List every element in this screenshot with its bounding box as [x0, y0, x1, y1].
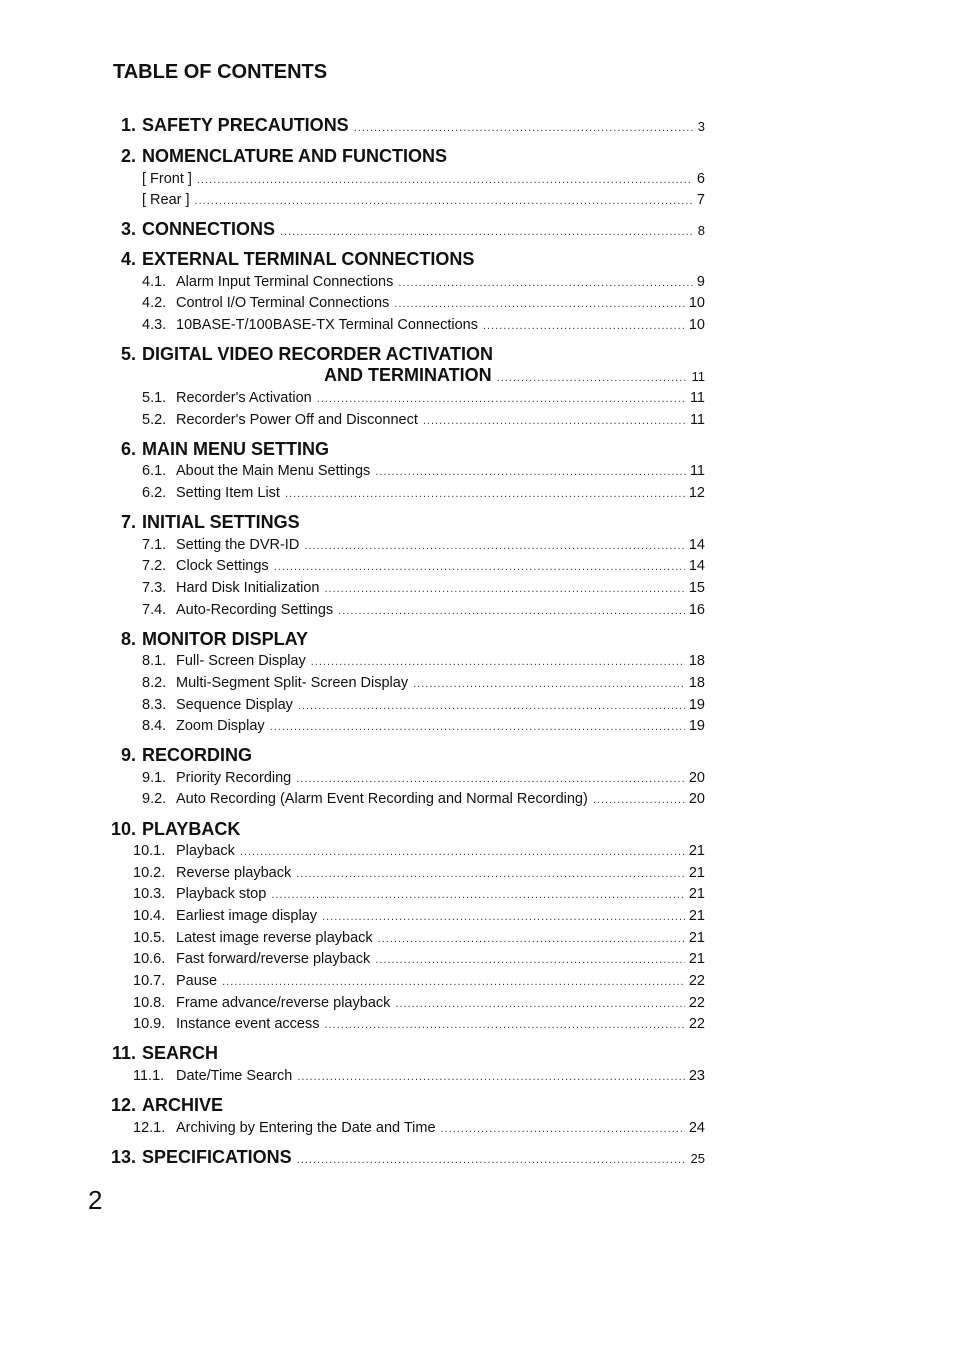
- page-ref: 10: [688, 317, 705, 333]
- page-ref: 10: [688, 295, 705, 311]
- page-ref: 21: [688, 865, 705, 881]
- toc-entry-4-2[interactable]: [142, 294, 705, 312]
- dot-leader: [593, 791, 685, 809]
- subsection-title: Playback stop: [176, 886, 267, 902]
- page-ref: 21: [688, 951, 705, 967]
- subsection-number: 10.5.: [133, 930, 166, 946]
- subsection-number: 12.1.: [133, 1120, 166, 1136]
- toc-entry-4-1[interactable]: [142, 273, 705, 291]
- subsection-title: Playback: [176, 843, 235, 859]
- page-ref: 18: [688, 653, 705, 669]
- dot-leader: [354, 117, 694, 139]
- page-ref: 7: [696, 192, 705, 208]
- subsection-number: 8.3.: [142, 697, 167, 713]
- section-title: SPECIFICATIONS: [142, 1147, 292, 1167]
- page-ref: 19: [688, 718, 705, 734]
- section-title-continuation: AND TERMINATION: [324, 365, 492, 385]
- subsection-number: 7.4.: [142, 602, 167, 618]
- subsection-title: Latest image reverse playback: [176, 930, 373, 946]
- toc-entry-7-1[interactable]: [142, 536, 705, 554]
- page-ref: 8: [697, 223, 705, 238]
- dot-leader: [197, 171, 693, 189]
- subsection-number: 4.3.: [142, 317, 167, 333]
- dot-leader: [497, 367, 688, 389]
- dot-leader: [375, 951, 685, 969]
- page-ref: 6: [696, 171, 705, 187]
- subsection-number: 10.7.: [133, 973, 166, 989]
- subsection-title: Multi-Segment Split- Screen Display: [176, 675, 409, 691]
- subsection-title: Recorder's Activation: [176, 390, 312, 406]
- subsection-title: Sequence Display: [176, 697, 293, 713]
- section-number: 2.: [120, 146, 136, 166]
- dot-leader: [280, 221, 694, 243]
- subsection-title: About the Main Menu Settings: [176, 463, 371, 479]
- page-ref: 9: [696, 274, 705, 290]
- section-number: 3.: [120, 219, 136, 239]
- subsection-title: Setting Item List: [176, 485, 280, 501]
- subsection-title: Pause: [176, 973, 218, 989]
- toc-entry-nomenclature[interactable]: [106, 145, 705, 167]
- dot-leader: [398, 274, 693, 292]
- toc-entry-specifications[interactable]: [96, 1146, 705, 1168]
- page-title: TABLE OF CONTENTS: [113, 61, 328, 83]
- dot-leader: [274, 558, 685, 576]
- toc-entry-monitor-display[interactable]: [106, 628, 705, 650]
- dot-leader: [441, 1120, 685, 1138]
- toc-entry-10-6[interactable]: [133, 950, 705, 968]
- toc-entry-9-1[interactable]: [142, 769, 705, 787]
- toc-entry-safety-precautions[interactable]: [106, 114, 705, 136]
- dot-leader: [378, 930, 685, 948]
- subsection-number: 4.1.: [142, 274, 167, 290]
- toc-entry-initial-settings[interactable]: [106, 511, 705, 533]
- toc-entry-main-menu[interactable]: [106, 438, 705, 460]
- page-ref: 11: [689, 412, 705, 428]
- dot-leader: [311, 653, 685, 671]
- dot-leader: [324, 1016, 684, 1034]
- page-ref: 19: [688, 697, 705, 713]
- subsection-title: Fast forward/reverse playback: [176, 951, 371, 967]
- subsection-number: 6.2.: [142, 485, 167, 501]
- section-number: 7.: [120, 512, 136, 532]
- section-number: 11.: [111, 1043, 136, 1063]
- toc-entry-connections[interactable]: [106, 218, 705, 240]
- toc-entry-6-1[interactable]: [142, 462, 705, 480]
- toc-entry-7-4[interactable]: [142, 601, 705, 619]
- toc-entry-7-2[interactable]: [142, 557, 705, 575]
- subsection-title: Earliest image display: [176, 908, 318, 924]
- section-number: 12.: [110, 1095, 136, 1115]
- subsection-number: 10.3.: [133, 886, 166, 902]
- subsection-title: Control I/O Terminal Connections: [176, 295, 390, 311]
- toc-entry-rear[interactable]: [142, 191, 705, 209]
- subsection-number: 8.2.: [142, 675, 167, 691]
- section-title: MONITOR DISPLAY: [142, 629, 309, 649]
- section-title: SAFETY PRECAUTIONS: [142, 115, 349, 135]
- toc-entry-8-1[interactable]: [142, 652, 705, 670]
- dot-leader: [413, 675, 685, 693]
- subsection-title: Zoom Display: [176, 718, 265, 734]
- dot-leader: [297, 1068, 685, 1086]
- section-number: 9.: [120, 745, 136, 765]
- page-ref: 22: [688, 973, 705, 989]
- dot-leader: [324, 580, 684, 598]
- toc-entry-8-4[interactable]: [142, 717, 705, 735]
- subsection-title: Archiving by Entering the Date and Time: [176, 1120, 436, 1136]
- subsection-title: Clock Settings: [176, 558, 269, 574]
- page-ref: 12: [688, 485, 705, 501]
- dot-leader: [375, 463, 686, 481]
- page-ref: 22: [688, 1016, 705, 1032]
- subsection-title: Frame advance/reverse playback: [176, 995, 391, 1011]
- toc-entry-5-1[interactable]: [142, 389, 705, 407]
- page-ref: 21: [688, 908, 705, 924]
- toc-entry-8-3[interactable]: [142, 696, 705, 714]
- subsection-title: Priority Recording: [176, 770, 292, 786]
- section-title: EXTERNAL TERMINAL CONNECTIONS: [142, 249, 475, 269]
- toc-entry-9-2[interactable]: [142, 790, 705, 808]
- toc-entry-10-1[interactable]: [133, 842, 705, 860]
- section-title: SEARCH: [142, 1043, 219, 1063]
- page-ref: 22: [688, 995, 705, 1011]
- section-number: 4.: [120, 249, 136, 269]
- toc-entry-dvr-activation[interactable]: [106, 343, 705, 365]
- section-number: 13.: [110, 1147, 136, 1167]
- section-number: 8.: [120, 629, 136, 649]
- subsection-title: [ Front ]: [142, 171, 192, 187]
- subsection-number: 5.2.: [142, 412, 167, 428]
- toc-entry-10-3[interactable]: [133, 885, 705, 903]
- toc-entry-10-2[interactable]: [133, 864, 705, 882]
- dot-leader: [297, 1149, 687, 1171]
- page-ref: 3: [697, 119, 705, 134]
- toc-entry-5-2[interactable]: [142, 411, 705, 429]
- subsection-number: 9.2.: [142, 791, 167, 807]
- page-ref: 20: [688, 791, 705, 807]
- toc-entry-8-2[interactable]: [142, 674, 705, 692]
- toc-entry-10-9[interactable]: [133, 1015, 705, 1033]
- subsection-title: Auto-Recording Settings: [176, 602, 334, 618]
- section-title: PLAYBACK: [142, 819, 241, 839]
- section-number: 10.: [110, 819, 136, 839]
- toc-entry-10-5[interactable]: [133, 929, 705, 947]
- page-ref: 11: [689, 463, 705, 479]
- page-ref: 11: [689, 390, 705, 406]
- page-ref: 21: [688, 843, 705, 859]
- toc-entry-6-2[interactable]: [142, 484, 705, 502]
- dot-leader: [395, 995, 684, 1013]
- section-title: CONNECTIONS: [142, 219, 276, 239]
- section-number: 5.: [120, 344, 136, 364]
- dot-leader: [298, 697, 685, 715]
- page-ref: 23: [688, 1068, 705, 1084]
- toc-entry-playback[interactable]: [96, 818, 705, 840]
- toc-entry-10-7[interactable]: [133, 972, 705, 990]
- page-ref: 16: [688, 602, 705, 618]
- toc-entry-recording[interactable]: [106, 744, 705, 766]
- subsection-number: 10.8.: [133, 995, 166, 1011]
- dot-leader: [296, 865, 685, 883]
- subsection-number: 8.4.: [142, 718, 167, 734]
- page-ref: 18: [688, 675, 705, 691]
- section-title: RECORDING: [142, 745, 253, 765]
- subsection-title: Instance event access: [176, 1016, 320, 1032]
- subsection-number: 10.2.: [133, 865, 166, 881]
- dot-leader: [270, 718, 685, 736]
- subsection-number: 8.1.: [142, 653, 167, 669]
- toc-entry-search[interactable]: [96, 1042, 705, 1064]
- subsection-number: 9.1.: [142, 770, 167, 786]
- toc-entry-4-3[interactable]: [142, 316, 705, 334]
- section-number: 1.: [120, 115, 136, 135]
- dot-leader: [240, 843, 685, 861]
- subsection-title: Full- Screen Display: [176, 653, 306, 669]
- toc-entry-10-4[interactable]: [133, 907, 705, 925]
- section-title: ARCHIVE: [142, 1095, 224, 1115]
- section-title: NOMENCLATURE AND FUNCTIONS: [142, 146, 447, 166]
- dot-leader: [296, 770, 685, 788]
- page-number: 2: [88, 1185, 103, 1215]
- dot-leader: [483, 317, 685, 335]
- subsection-title: Auto Recording (Alarm Event Recording and Normal Recording): [176, 791, 588, 807]
- subsection-number: 10.9.: [133, 1016, 166, 1032]
- section-number: 6.: [120, 439, 136, 459]
- subsection-number: 7.1.: [142, 537, 167, 553]
- subsection-title: Hard Disk Initialization: [176, 580, 320, 596]
- page-ref: 14: [688, 558, 705, 574]
- page-ref: 14: [688, 537, 705, 553]
- page-ref: 20: [688, 770, 705, 786]
- subsection-number: 10.4.: [133, 908, 166, 924]
- toc-entry-external-terminal[interactable]: [106, 248, 705, 270]
- subsection-number: 6.1.: [142, 463, 167, 479]
- section-title: DIGITAL VIDEO RECORDER ACTIVATION: [142, 344, 494, 364]
- subsection-number: 10.1.: [133, 843, 166, 859]
- page-ref: 24: [688, 1120, 705, 1136]
- subsection-number: 5.1.: [142, 390, 167, 406]
- toc-entry-12-1[interactable]: [133, 1119, 705, 1137]
- subsection-title: 10BASE-T/100BASE-TX Terminal Connections: [176, 317, 478, 333]
- subsection-title: Reverse playback: [176, 865, 292, 881]
- page-ref: 21: [688, 930, 705, 946]
- page-ref: 15: [688, 580, 705, 596]
- page-ref: 25: [690, 1151, 705, 1166]
- dot-leader: [222, 973, 685, 991]
- dot-leader: [338, 602, 685, 620]
- section-title: INITIAL SETTINGS: [142, 512, 300, 532]
- subsection-title: Recorder's Power Off and Disconnect: [176, 412, 418, 428]
- dot-leader: [317, 390, 686, 408]
- subsection-number: 7.2.: [142, 558, 167, 574]
- toc-entry-7-3[interactable]: [142, 579, 705, 597]
- section-title: MAIN MENU SETTING: [142, 439, 329, 459]
- toc-entry-front[interactable]: [142, 170, 705, 188]
- subsection-number: 4.2.: [142, 295, 167, 311]
- subsection-number: 11.1.: [133, 1068, 165, 1084]
- subsection-title: Alarm Input Terminal Connections: [176, 274, 394, 290]
- dot-leader: [285, 485, 685, 503]
- subsection-title: Date/Time Search: [176, 1068, 293, 1084]
- toc-entry-11-1[interactable]: [133, 1067, 705, 1085]
- page-ref: 11: [691, 369, 705, 384]
- dot-leader: [394, 295, 685, 313]
- toc-entry-10-8[interactable]: [133, 994, 705, 1012]
- subsection-number: 10.6.: [133, 951, 166, 967]
- dot-leader: [322, 908, 685, 926]
- dot-leader: [304, 537, 685, 555]
- subsection-number: 7.3.: [142, 580, 167, 596]
- toc-entry-dvr-activation-cont[interactable]: [324, 364, 705, 386]
- dot-leader: [423, 412, 686, 430]
- subsection-title: Setting the DVR-ID: [176, 537, 300, 553]
- subsection-title: [ Rear ]: [142, 192, 190, 208]
- dot-leader: [271, 886, 685, 904]
- toc-entry-archive[interactable]: [96, 1094, 705, 1116]
- dot-leader: [195, 192, 693, 210]
- page-ref: 21: [688, 886, 705, 902]
